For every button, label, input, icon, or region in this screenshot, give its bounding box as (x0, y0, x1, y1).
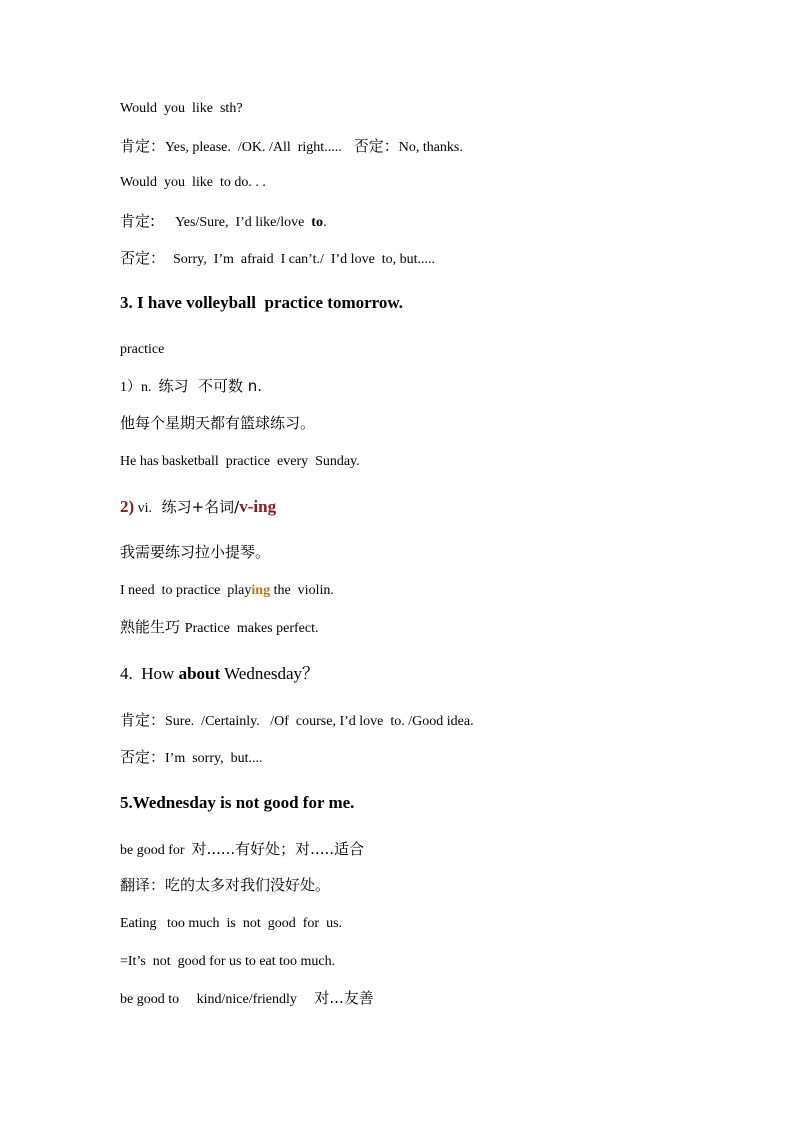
heading-4: 4. How about Wednesday？ (120, 664, 320, 683)
sentence-would-you-like-to-do: Would you like to do. . . (120, 175, 266, 190)
example-chinese-1: 他每个星期天都有篮球练习。 (120, 414, 316, 432)
negative-line-2: 否定： Sorry, I’m afraid I can’t./ I’d love to, but..... (120, 249, 436, 267)
heading-3: 3. I have volleyball practice tomorrow. (120, 293, 403, 312)
example-english-1: He has basketball practice every Sunday. (120, 454, 360, 469)
example-chinese-2: 我需要练习拉小提琴。 (120, 543, 271, 561)
word-practice: practice (120, 342, 165, 357)
definition-1: 1）n. 练习 不可数 n. (120, 377, 263, 395)
definition-2: 2) vi. 练习+名词/v-ing (120, 497, 277, 516)
be-good-for-definition: be good for 对......有好处；对.....适合 (120, 840, 364, 858)
sentence-would-you-like-sth: Would you like sth? (120, 101, 243, 116)
be-good-to-definition: be good to kind/nice/friendly 对...友善 (120, 989, 374, 1007)
translation-answer-2: =It’s not good for us to eat too much. (120, 954, 336, 969)
heading-5: 5.Wednesday is not good for me. (120, 793, 355, 812)
affirmative-line-3: 肯定：Sure. /Certainly. /Of course, I’d love to. /Good idea. (120, 711, 474, 729)
example-english-2: I need to practice playing the violin. (120, 583, 334, 598)
negative-label: 否定： (353, 137, 399, 155)
translation-answer-1: Eating too much is not good for us. (120, 916, 343, 931)
affirmative-negative-line-1: 肯定：Yes, please. /OK. /All right..... 否定：No, thanks. (120, 137, 463, 155)
proverb-line: 熟能生巧 Practice makes perfect. (120, 618, 319, 636)
affirmative-line-2: 肯定: Yes/Sure, I’d like/love to. (120, 212, 327, 230)
affirmative-label: 肯定： (120, 137, 166, 155)
translate-prompt: 翻译：吃的太多对我们没好处。 (120, 876, 331, 894)
negative-line-3: 否定：I’m sorry, but.... (120, 748, 263, 766)
